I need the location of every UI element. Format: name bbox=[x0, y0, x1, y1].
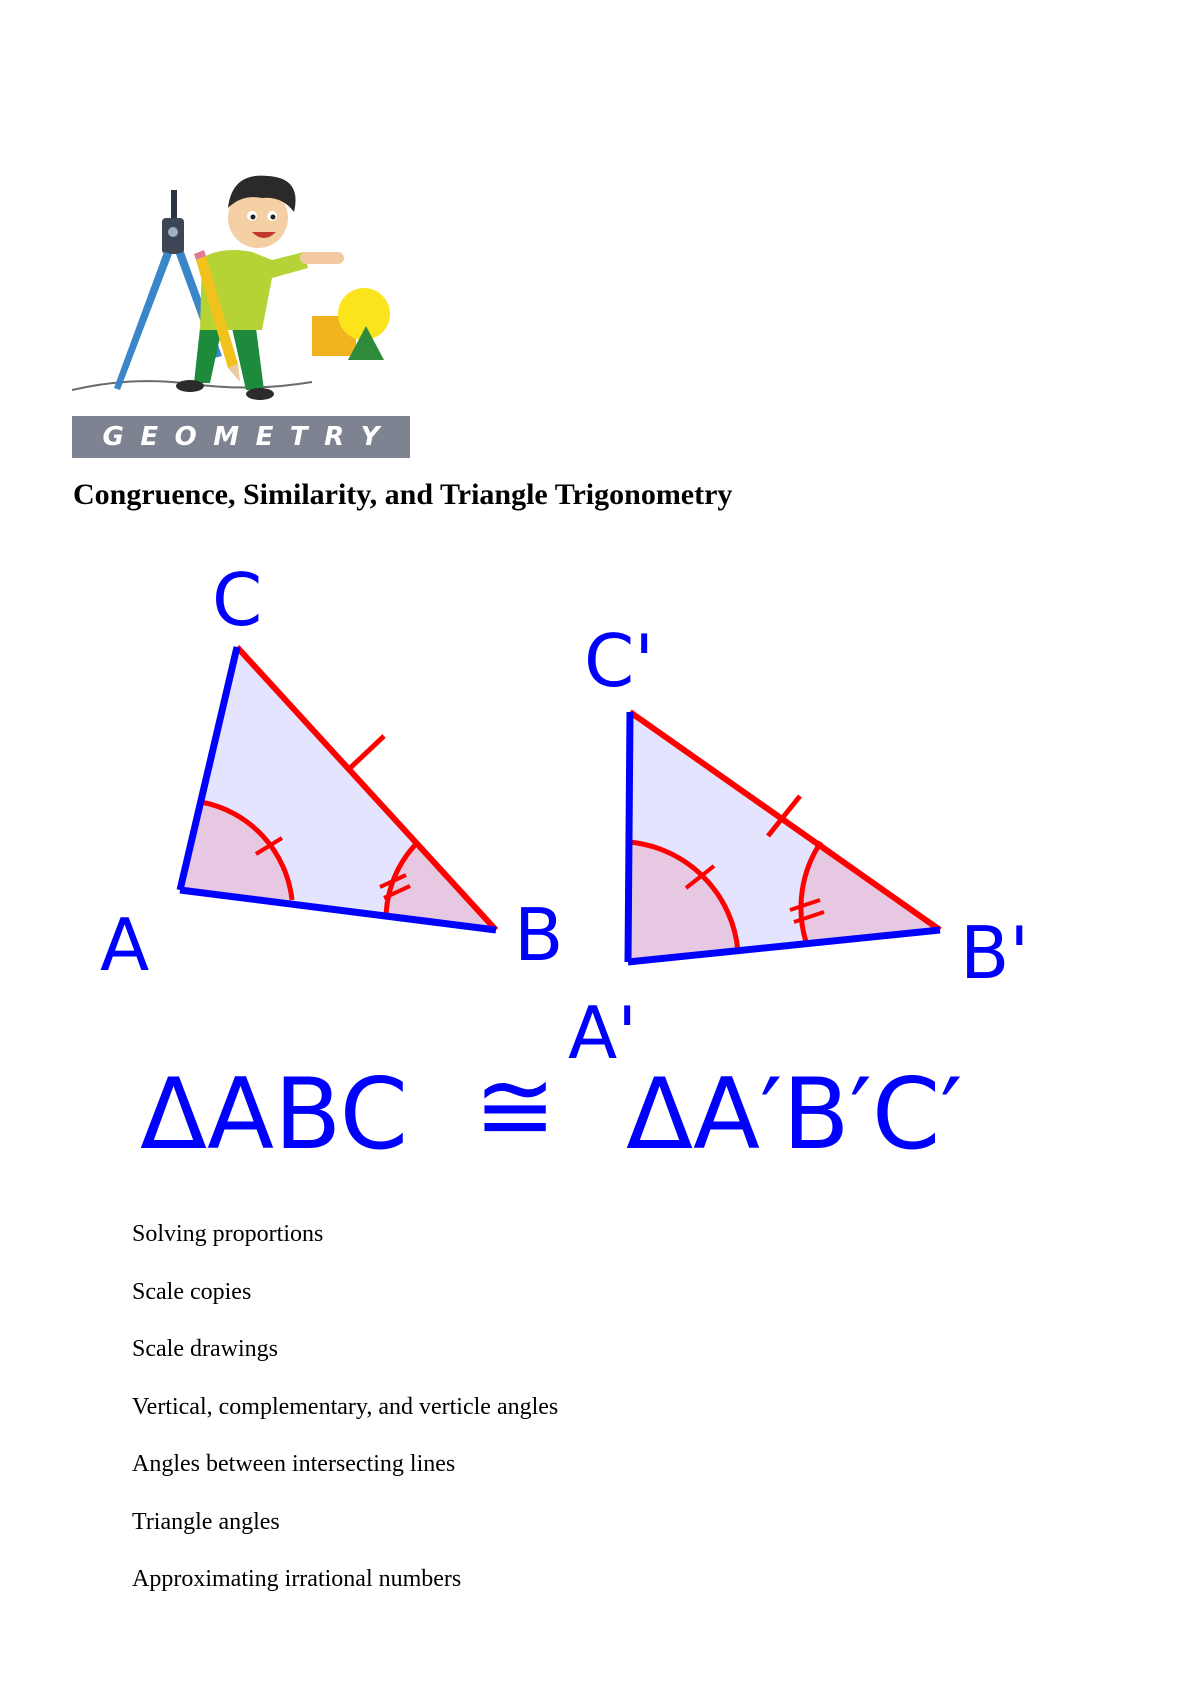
logo-banner bbox=[72, 416, 410, 458]
topics-list bbox=[132, 1220, 558, 1623]
vertex-label-a: A bbox=[100, 903, 150, 987]
list-item: Approximating irrational numbers bbox=[132, 1566, 462, 1592]
logo-banner-letter: R bbox=[324, 422, 345, 452]
logo-banner-letter: T bbox=[289, 422, 308, 452]
shapes-icon bbox=[312, 288, 390, 360]
logo-banner-letter: G bbox=[102, 422, 124, 452]
vertex-label-b: B bbox=[514, 893, 564, 977]
logo-banner-letter: M bbox=[213, 422, 240, 452]
list-item: Scale drawings bbox=[132, 1336, 278, 1362]
list-item: Angles between intersecting lines bbox=[132, 1451, 456, 1477]
list-item: Triangle angles bbox=[132, 1508, 280, 1535]
logo-banner-letter: Y bbox=[360, 422, 380, 452]
logo-banner-letter: O bbox=[174, 422, 197, 452]
boy-figure bbox=[176, 176, 344, 400]
vertex-label-c: C bbox=[212, 558, 263, 642]
triangle-a-prime-b-prime-c-prime bbox=[628, 712, 940, 962]
congruence-right: ΔA′B′C′ bbox=[626, 1058, 963, 1170]
list-item: Vertical, complementary, and verticle angles bbox=[132, 1393, 559, 1420]
boy-illustration bbox=[72, 168, 410, 418]
congruent-triangles-figure bbox=[0, 550, 1200, 1170]
page-title: Congruence, Similarity, and Triangle Trigonometry bbox=[73, 478, 733, 511]
geometry-logo bbox=[72, 168, 410, 458]
vertex-label-c-prime: C' bbox=[584, 619, 655, 703]
list-item: Scale copies bbox=[132, 1278, 252, 1305]
congruence-symbol: ≅ bbox=[474, 1050, 557, 1164]
logo-banner-letter: E bbox=[255, 422, 274, 452]
logo-banner-letter: E bbox=[140, 422, 159, 452]
list-item: Solving proportions bbox=[132, 1221, 324, 1247]
vertex-label-b-prime: B' bbox=[960, 911, 1030, 995]
triangle-abc bbox=[180, 647, 496, 930]
congruence-left: ΔABC bbox=[140, 1058, 409, 1170]
vertex-label-a-prime: A' bbox=[568, 991, 638, 1075]
